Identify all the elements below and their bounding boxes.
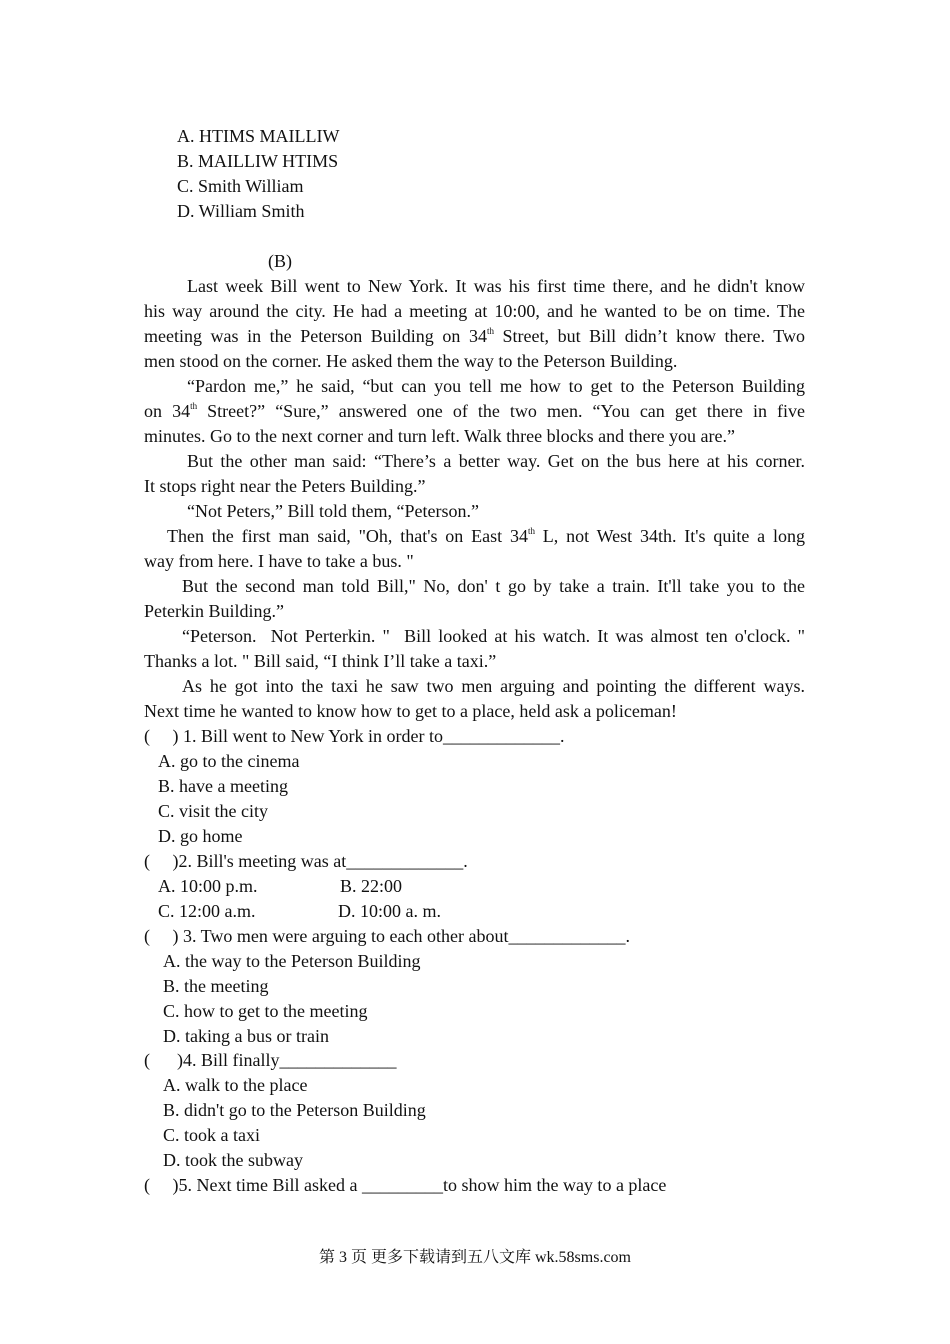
q3-option-b: B. the meeting bbox=[163, 976, 269, 996]
option-c: C. Smith William bbox=[177, 176, 304, 196]
page-footer: 第 3 页 更多下载请到五八文库 wk.58sms.com bbox=[318, 1249, 631, 1266]
option-b: B. MAILLIW HTIMS bbox=[177, 151, 339, 171]
passage-line: Peterkin Building.” bbox=[144, 601, 284, 621]
q4-option-b: B. didn't go to the Peterson Building bbox=[163, 1100, 426, 1120]
q1-option-d: D. go home bbox=[158, 826, 243, 846]
option-a: A. HTIMS MAILLIW bbox=[177, 126, 340, 146]
q2-option-d: D. 10:00 a. m. bbox=[338, 901, 441, 921]
passage-line: meeting was in the Peterson Building on 34th Street, but Bill didn’t know there. Two bbox=[144, 326, 805, 346]
q2-option-c: C. 12:00 a.m. bbox=[158, 901, 256, 921]
passage-line: minutes. Go to the next corner and turn left. Walk three blocks and there you are.” bbox=[144, 426, 736, 446]
passage-line: As he got into the taxi he saw two men arguing and pointing the different ways. bbox=[182, 676, 805, 696]
question-1-stem: ( ) 1. Bill went to New York in order to_____________. bbox=[144, 726, 565, 746]
q4-option-a: A. walk to the place bbox=[163, 1075, 308, 1095]
question-4-stem: ( )4. Bill finally_____________ bbox=[144, 1050, 397, 1070]
q3-option-c: C. how to get to the meeting bbox=[163, 1001, 368, 1021]
q1-option-b: B. have a meeting bbox=[158, 776, 288, 796]
passage-line: Then the first man said, "Oh, that's on East 34th L, not West 34th. It's quite a long bbox=[167, 526, 805, 546]
passage-line: men stood on the corner. He asked them the way to the Peterson Building. bbox=[144, 351, 678, 371]
q3-option-d: D. taking a bus or train bbox=[163, 1026, 329, 1046]
q1-option-c: C. visit the city bbox=[158, 801, 268, 821]
question-2-stem: ( )2. Bill's meeting was at_____________. bbox=[144, 851, 468, 871]
passage-line: his way around the city. He had a meeting at 10:00, and he wanted to be on time. The bbox=[144, 301, 805, 321]
q2-option-b: B. 22:00 bbox=[340, 876, 403, 896]
q4-option-d: D. took the subway bbox=[163, 1150, 303, 1170]
q1-option-a: A. go to the cinema bbox=[158, 751, 300, 771]
option-d: D. William Smith bbox=[177, 201, 305, 221]
passage-line: Next time he wanted to know how to get to a place, held ask a policeman! bbox=[144, 701, 677, 721]
passage-line: Thanks a lot. " Bill said, “I think I’ll take a taxi.” bbox=[144, 651, 497, 671]
question-5-stem: ( )5. Next time Bill asked a _________to show him the way to a place bbox=[144, 1175, 667, 1195]
passage-line: “Peterson. Not Perterkin. " Bill looked at his watch. It was almost ten o'clock. " bbox=[182, 626, 805, 646]
q4-option-c: C. took a taxi bbox=[163, 1125, 260, 1145]
question-3-stem: ( ) 3. Two men were arguing to each other about_____________. bbox=[144, 926, 630, 946]
passage-line: “Not Peters,” Bill told them, “Peterson.” bbox=[187, 501, 479, 521]
passage-line: It stops right near the Peters Building.” bbox=[144, 476, 426, 496]
passage-line: But the second man told Bill," No, don' t go by take a train. It'll take you to the bbox=[182, 576, 805, 596]
q2-option-a: A. 10:00 p.m. bbox=[158, 876, 258, 896]
passage-line: But the other man said: “There’s a better way. Get on the bus here at his corner. bbox=[187, 451, 805, 471]
passage-line: “Pardon me,” he said, “but can you tell me how to get to the Peterson Building bbox=[187, 376, 805, 396]
passage-line: on 34th Street?” “Sure,” answered one of the two men. “You can get there in five bbox=[144, 401, 806, 421]
q3-option-a: A. the way to the Peterson Building bbox=[163, 951, 421, 971]
passage-line: way from here. I have to take a bus. " bbox=[144, 551, 414, 571]
section-title: (B) bbox=[268, 251, 292, 271]
passage-line: Last week Bill went to New York. It was his first time there, and he didn't know bbox=[187, 276, 805, 296]
